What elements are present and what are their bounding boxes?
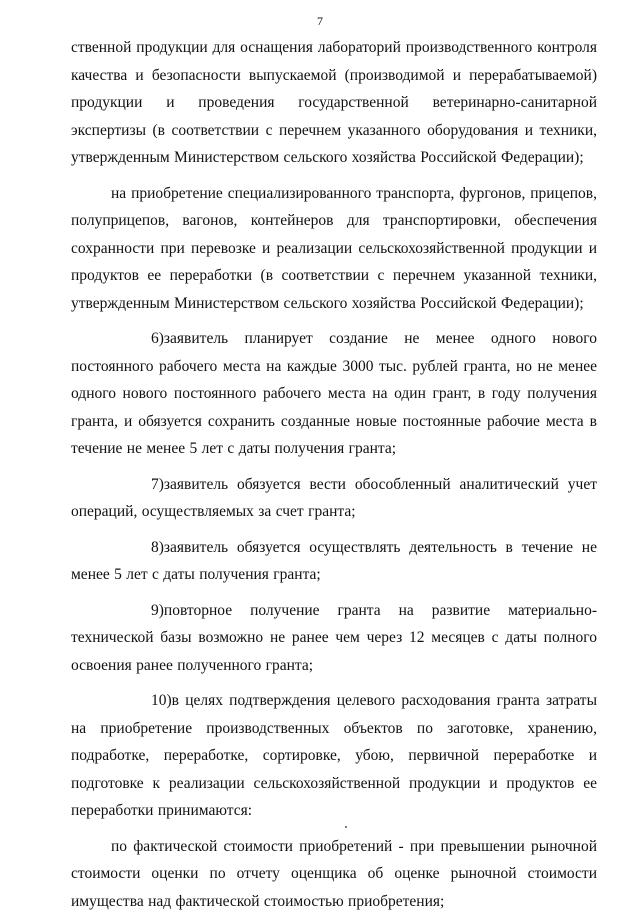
list-item-number: 10) bbox=[151, 692, 172, 709]
list-item-number: 6) bbox=[151, 330, 164, 347]
paragraph-text: ственной продукции для оснащения лабораторий производственного контроля качества и безопасности выпускаемой (производимой и перерабатываемой) продукции и проведения государственной ветеринарно-санитарной экспертизы (в соответствии с перечнем указанного оборудования и техники, утвержденным Министерством сельского хозяйства Российской Федерации); bbox=[71, 39, 597, 166]
list-item-10 bbox=[71, 687, 597, 825]
list-item-number: 7) bbox=[151, 475, 164, 493]
paragraph-transport bbox=[71, 180, 597, 318]
paragraph-text: в целях подтверждения целевого расходования гранта затраты на приобретение производственных объектов по заготовке, хранению, подработке, переработке, сортировке, убою, первичной переработке и подготовке к реализации сельскохозяйственной продукции и продуктов ее переработки принимаются: bbox=[71, 692, 597, 819]
scan-speck bbox=[345, 826, 347, 828]
list-item-7 bbox=[71, 471, 597, 526]
list-item-number: 8) bbox=[151, 538, 164, 556]
paragraph-text: повторное получение гранта на развитие материально-технической базы возможно не ранее чем через 12 месяцев с даты полного освоения ранее полученного гранта; bbox=[71, 601, 597, 674]
list-item-9 bbox=[71, 597, 597, 680]
paragraph-text: по фактической стоимости приобретений - при превышении рыночной стоимости оценки по отчету оценщика об оценке рыночной стоимости имущества над фактической стоимостью приобретения; bbox=[71, 837, 597, 910]
list-item-6 bbox=[71, 325, 597, 463]
list-item-8 bbox=[71, 534, 597, 589]
document-body bbox=[71, 34, 597, 923]
list-item-number: 9) bbox=[151, 601, 164, 619]
page-number: 7 bbox=[317, 14, 323, 28]
paragraph-text: заявитель обязуется вести обособленный аналитический учет операций, осуществляемых за счет гранта; bbox=[71, 475, 597, 520]
paragraph-text: на приобретение специализированного транспорта, фургонов, прицепов, полуприцепов, вагонов, контейнеров для транспортировки, обеспечения сохранности при перевозке и реализации сельскохозяйственной продукции и продуктов ее переработки (в соответствии с перечнем указанной техники, утвержденным Министерством сельского хозяйства Российской Федерации); bbox=[71, 184, 597, 312]
paragraph-text: заявитель обязуется осуществлять деятельность в течение не менее 5 лет с даты получения гранта; bbox=[71, 538, 597, 583]
paragraph-actual-cost bbox=[71, 833, 597, 916]
paragraph-text: заявитель планирует создание не менее одного нового постоянного рабочего места на каждые 3000 тыс. рублей гранта, но не менее одного нового постоянного рабочего места на один грант, в году получения гранта, и обязуется сохранить созданные новые постоянные рабочие места в течение не менее 5 лет с даты получения гранта; bbox=[71, 330, 597, 457]
paragraph-continuation bbox=[71, 34, 597, 172]
